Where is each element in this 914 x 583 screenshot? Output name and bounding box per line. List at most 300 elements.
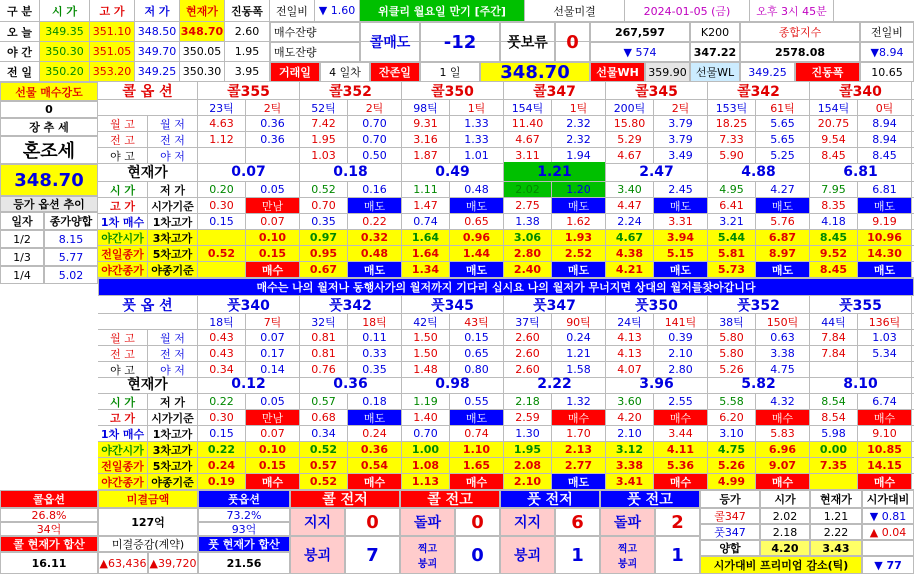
val-a: 0.52: [300, 474, 348, 489]
val-a: 4.13: [606, 330, 654, 345]
val-a: 4.99: [708, 474, 756, 489]
val-b: 2.32: [552, 116, 606, 131]
val-b: 매도: [450, 262, 504, 277]
left-sum: 8.15: [44, 230, 98, 248]
val-a: 4.13: [606, 346, 654, 361]
range-value: 1.95: [225, 42, 270, 61]
sr-r1: 6: [555, 508, 600, 536]
val-a: 2.80: [504, 246, 552, 261]
sr-r2: 붕괴: [500, 536, 555, 574]
val-a: 5.81: [708, 246, 756, 261]
val-a: 20.75: [810, 116, 858, 131]
val-b: 0.39: [654, 330, 708, 345]
val-b: 3.38: [756, 346, 810, 361]
eq-sum-diff: [862, 540, 914, 556]
date-label: 2024-01-05 (금): [625, 0, 750, 21]
oi-change-b: ▲39,720: [148, 552, 198, 574]
strike-header: 풋347: [504, 296, 606, 313]
val-b: 매도: [450, 410, 504, 425]
val-b: 8.94: [858, 132, 912, 147]
val-b: 2.32: [552, 132, 606, 147]
val-b: 0.17: [246, 346, 300, 361]
row-label: 오 늘: [0, 22, 40, 41]
val-a: 1.00: [402, 442, 450, 457]
val-b: 5.15: [654, 246, 708, 261]
tick-b: 141틱: [654, 314, 708, 329]
value-trading-day: 4 일차: [320, 62, 370, 82]
blank: [98, 314, 198, 329]
val-b: 만남: [246, 198, 300, 213]
val-a: 4.95: [708, 182, 756, 197]
sr-header: 콜 전저: [290, 490, 400, 508]
sr-r2: 붕괴: [290, 536, 345, 574]
val-a: 0.52: [198, 246, 246, 261]
strike-header: 풋342: [300, 296, 402, 313]
val-a: 8.35: [810, 198, 858, 213]
val-a: 2.59: [504, 410, 552, 425]
val-b: 2.80: [654, 362, 708, 377]
val-b: 0.14: [246, 362, 300, 377]
oi-change-a: ▲63,436: [98, 552, 148, 574]
val-b: 3.49: [654, 148, 708, 163]
tick-b: 2틱: [246, 100, 300, 115]
sr-r1: 0: [345, 508, 400, 536]
tick-a: 154틱: [504, 100, 552, 115]
val-a: 5.29: [606, 132, 654, 147]
sr-r1: 2: [655, 508, 700, 536]
grid-row: [0, 0, 914, 22]
sr-r1: 지지: [500, 508, 555, 536]
current-price-big: 348.70: [480, 62, 590, 82]
row-label-l: 고 가: [98, 410, 148, 425]
row-label-l: 전일종가: [98, 246, 148, 261]
val-b: 만남: [246, 410, 300, 425]
tick-b: 2틱: [348, 100, 402, 115]
val-b: 2.13: [552, 442, 606, 457]
val-b: 0.65: [450, 214, 504, 229]
label-trading-day: 거래일: [270, 62, 320, 82]
val-a: 2.10: [504, 474, 552, 489]
val-a: 5.26: [708, 362, 756, 377]
oi-amount: 127억: [98, 508, 198, 536]
row-label-r: 3차고가: [148, 442, 198, 457]
val-a: 1.64: [402, 246, 450, 261]
label-gubun: 구 분: [0, 0, 40, 21]
current-price: 2.22: [504, 374, 606, 393]
val-a: 0.97: [300, 230, 348, 245]
val-a: 4.75: [708, 442, 756, 457]
val-b: 매도: [756, 198, 810, 213]
val-a: 1.12: [198, 132, 246, 147]
value-left-price: 348.70: [0, 164, 98, 196]
sr-r2: 0: [455, 536, 500, 574]
val-b: 매수: [756, 410, 810, 425]
val-a: 0.74: [402, 214, 450, 229]
current-price: 4.88: [708, 162, 810, 181]
val-a: 1.64: [402, 230, 450, 245]
val-b: 9.10: [858, 426, 912, 441]
left-date: 일자: [0, 212, 44, 230]
grid-row: [98, 214, 914, 230]
sr-header: 풋 전고: [600, 490, 700, 508]
val-b: 0.15: [450, 330, 504, 345]
tick-a: 200틱: [606, 100, 654, 115]
left-sum: 5.77: [44, 248, 98, 266]
open-value: 350.30: [40, 42, 90, 61]
val-a: 0.22: [198, 442, 246, 457]
val-b: 매수: [756, 474, 810, 489]
val-a: 0.81: [300, 346, 348, 361]
val-b: 0.70: [348, 132, 402, 147]
val-b: 8.97: [756, 246, 810, 261]
val-b: 5.25: [756, 148, 810, 163]
current-price: 6.81: [810, 162, 912, 181]
val-b: 매도: [348, 410, 402, 425]
lab-r: 전 저: [148, 346, 198, 361]
eq-sum: 양합: [700, 540, 760, 556]
val-a: 7.84: [810, 346, 858, 361]
val-b: 0.70: [348, 116, 402, 131]
sr-r1: 0: [455, 508, 500, 536]
val-a: 1.13: [402, 474, 450, 489]
val-a: 2.60: [504, 330, 552, 345]
eq-call-open: 2.02: [760, 508, 810, 524]
val-b: 매수: [858, 474, 912, 489]
val-a: 0.70: [402, 426, 450, 441]
eq-call-diff: ▼ 0.81: [862, 508, 914, 524]
strike-header: 콜340: [810, 82, 912, 99]
val-b: 4.27: [756, 182, 810, 197]
grid-row: [98, 296, 914, 314]
val-b: 매수: [552, 410, 606, 425]
val-a: 1.50: [402, 346, 450, 361]
value-wl: 349.25: [740, 62, 795, 82]
eq-call: 콜347: [700, 508, 760, 524]
current-price: 5.82: [708, 374, 810, 393]
val-a: 15.80: [606, 116, 654, 131]
row-label-r: 5차고가: [148, 246, 198, 261]
eq-call-cur: 1.21: [810, 508, 862, 524]
val-b: 9.07: [756, 458, 810, 473]
current-value: 350.30: [180, 62, 225, 81]
val-b: 3.31: [654, 214, 708, 229]
tick-a: 38틱: [708, 314, 756, 329]
val-b: 매수: [654, 410, 708, 425]
val-a: 1.30: [504, 426, 552, 441]
val-b: 3.79: [654, 116, 708, 131]
val-a: 0.15: [198, 214, 246, 229]
val-a: 1.08: [402, 458, 450, 473]
strike-header: 콜350: [402, 82, 504, 99]
label-bid-qty: 매수잔량: [270, 22, 360, 42]
row-label-r: 1차고가: [148, 426, 198, 441]
sr-header: 풋 전저: [500, 490, 600, 508]
val-a: 3.38: [606, 458, 654, 473]
val-a: 5.26: [708, 458, 756, 473]
grid-row: [98, 82, 914, 100]
open-value: 349.35: [40, 22, 90, 41]
tick-b: 90틱: [552, 314, 606, 329]
val-a: 5.98: [810, 426, 858, 441]
val-b: 1.65: [450, 458, 504, 473]
grid-row: [98, 198, 914, 214]
val-b: 1.70: [552, 426, 606, 441]
eq-header: 시가: [760, 490, 810, 508]
label-vib: 진동폭: [795, 62, 860, 82]
tick-b: 2틱: [654, 100, 708, 115]
val-a: 0.20: [198, 182, 246, 197]
row-label-r: 시가기준: [148, 410, 198, 425]
high-value: 351.10: [90, 22, 135, 41]
tick-b: 61틱: [756, 100, 810, 115]
val-b: 0.74: [450, 426, 504, 441]
val-b: 매도: [858, 262, 912, 277]
val-a: 3.11: [504, 148, 552, 163]
row-label-r: 저 가: [148, 394, 198, 409]
tick-b: 150틱: [756, 314, 810, 329]
val-a: 4.07: [606, 362, 654, 377]
premium-decrease: ▼ 77: [862, 556, 914, 574]
val-b: 2.10: [654, 346, 708, 361]
val-a: 5.90: [708, 148, 756, 163]
val-b: 매도: [654, 262, 708, 277]
val-a: 1.47: [402, 198, 450, 213]
val-b: 9.19: [858, 214, 912, 229]
label-current: 현재가: [98, 374, 198, 393]
left-date: 1/4: [0, 266, 44, 284]
label-prevdiff2: 전일비: [860, 22, 914, 42]
val-a: 3.21: [708, 214, 756, 229]
val-b: 3.44: [654, 426, 708, 441]
val-a: 11.40: [504, 116, 552, 131]
val-b: 매도: [450, 198, 504, 213]
col-low: 저 가: [135, 0, 180, 21]
val-b: 6.96: [756, 442, 810, 457]
range-value: 3.95: [225, 62, 270, 81]
val-a: 7.95: [810, 182, 858, 197]
val-a: 8.54: [810, 410, 858, 425]
val-a: 4.38: [606, 246, 654, 261]
val-a: [198, 148, 246, 163]
value-remaining: 1 일: [420, 62, 480, 82]
val-b: 0.10: [246, 442, 300, 457]
val-a: 0.57: [300, 458, 348, 473]
row-label-r: 3차고가: [148, 230, 198, 245]
grid-row: [98, 374, 914, 394]
label-ask-qty: 매도잔량: [270, 42, 360, 62]
val-b: 6.74: [858, 394, 912, 409]
current-price: 0.12: [198, 374, 300, 393]
low-value: 349.70: [135, 42, 180, 61]
current-price: 0.07: [198, 162, 300, 181]
current-price: 2.47: [606, 162, 708, 181]
val-b: 매도: [348, 262, 402, 277]
grid-row: [98, 314, 914, 330]
val-a: 4.67: [606, 230, 654, 245]
grid-row: [98, 100, 914, 116]
val-b: 매수: [348, 474, 402, 489]
val-b: 0.05: [246, 394, 300, 409]
label-k200: K200: [690, 22, 740, 42]
grid-row: [98, 162, 914, 182]
val-b: 매수: [246, 262, 300, 277]
grid-row: [98, 442, 914, 458]
val-b: 0.55: [450, 394, 504, 409]
row-label-l: 야간시가: [98, 230, 148, 245]
val-a: 0.35: [300, 214, 348, 229]
eq-sum-cur: 3.43: [810, 540, 862, 556]
label-call-option: 콜옵션: [0, 490, 98, 508]
val-a: 7.35: [810, 458, 858, 473]
tick-a: 37틱: [504, 314, 552, 329]
row-label-l: 고 가: [98, 198, 148, 213]
val-a: 3.12: [606, 442, 654, 457]
val-a: 2.75: [504, 198, 552, 213]
col-open: 시 가: [40, 0, 90, 21]
label-remaining: 잔존일: [370, 62, 420, 82]
val-a: 0.34: [300, 426, 348, 441]
section-title: 콜 옵 션: [98, 82, 198, 99]
value-call-sell: -12: [420, 22, 500, 62]
val-a: 4.63: [198, 116, 246, 131]
val-b: 3.94: [654, 230, 708, 245]
val-a: 0.30: [198, 198, 246, 213]
val-b: 5.36: [654, 458, 708, 473]
put-sum: 21.56: [198, 552, 290, 574]
strike-header: 콜345: [606, 82, 708, 99]
val-b: 10.85: [858, 442, 912, 457]
val-b: [246, 148, 300, 163]
col-range: 진동폭: [225, 0, 270, 21]
val-a: 8.45: [810, 148, 858, 163]
val-b: 0.63: [756, 330, 810, 345]
val-b: 6.81: [858, 182, 912, 197]
val-b: 2.55: [654, 394, 708, 409]
val-b: 0.15: [246, 246, 300, 261]
sr-header: 콜 전고: [400, 490, 500, 508]
val-a: 8.45: [810, 262, 858, 277]
val-a: 2.10: [606, 426, 654, 441]
val-b: 0.36: [246, 116, 300, 131]
val-b: 3.79: [654, 132, 708, 147]
val-a: 0.52: [300, 442, 348, 457]
val-a: 0.22: [198, 394, 246, 409]
strike-header: 콜352: [300, 82, 402, 99]
val-b: 8.94: [858, 116, 912, 131]
val-a: 0.70: [300, 198, 348, 213]
val-a: 1.34: [402, 262, 450, 277]
row-label-r: 5차고가: [148, 458, 198, 473]
val-a: 1.50: [402, 330, 450, 345]
val-b: 1.20: [552, 182, 606, 197]
row-label: 야 간: [0, 42, 40, 61]
val-b: 매도: [858, 198, 912, 213]
val-a: 0.81: [300, 330, 348, 345]
val-a: 1.95: [504, 442, 552, 457]
val-b: 0.07: [246, 214, 300, 229]
val-a: 4.47: [606, 198, 654, 213]
val-b: 2.52: [552, 246, 606, 261]
left-date: 1/2: [0, 230, 44, 248]
row-label-r: 1차고가: [148, 214, 198, 229]
label-wl: 선물WL: [690, 62, 740, 82]
label-call-sum: 콜 현재가 합산: [0, 536, 98, 552]
lab-l: 야 고: [98, 362, 148, 377]
val-a: 4.20: [606, 410, 654, 425]
val-b: 1.21: [552, 346, 606, 361]
val-a: 4.21: [606, 262, 654, 277]
grid-row: [98, 330, 914, 346]
lab-r: 월 저: [148, 330, 198, 345]
label-current: 현재가: [98, 162, 198, 181]
value-wh: 359.90: [645, 62, 690, 82]
row-label-r: 저 가: [148, 182, 198, 197]
value-trend: 혼조세: [0, 136, 98, 164]
val-a: 4.67: [606, 148, 654, 163]
val-b: 매도: [552, 262, 606, 277]
val-a: 6.20: [708, 410, 756, 425]
val-b: 4.75: [756, 362, 810, 377]
row-label-l: 시 가: [98, 182, 148, 197]
sr-r2: 찍고 붕괴: [400, 536, 455, 574]
grid-row: [98, 426, 914, 442]
current-price: 8.10: [810, 374, 912, 393]
val-b: 매수: [246, 474, 300, 489]
val-a: 5.80: [708, 330, 756, 345]
val-a: 7.84: [810, 330, 858, 345]
time-label: 오후 3시 45분: [750, 0, 834, 21]
row-label: 전 일: [0, 62, 40, 81]
value-oi-change: ▼ 574: [590, 42, 690, 62]
val-b: 2.45: [654, 182, 708, 197]
val-a: 2.40: [504, 262, 552, 277]
left-date: 1/3: [0, 248, 44, 266]
lab-r: 야 저: [148, 148, 198, 163]
grid-row: [98, 410, 914, 426]
eq-put-diff: ▲ 0.04: [862, 524, 914, 540]
val-b: 5.65: [756, 116, 810, 131]
blank: [98, 100, 198, 115]
val-a: [198, 262, 246, 277]
grid-row: [98, 182, 914, 198]
val-a: 1.19: [402, 394, 450, 409]
row-label-l: 전일종가: [98, 458, 148, 473]
val-a: 3.16: [402, 132, 450, 147]
label-put-sum: 풋 현재가 합산: [198, 536, 290, 552]
val-b: 매도: [756, 262, 810, 277]
grid-row: [98, 262, 914, 278]
value-prevdiff2: ▼8.94: [860, 42, 914, 62]
val-b: 1.94: [552, 148, 606, 163]
high-value: 353.20: [90, 62, 135, 81]
strike-header: 풋355: [810, 296, 912, 313]
val-a: 7.42: [300, 116, 348, 131]
val-a: 8.54: [810, 394, 858, 409]
val-a: 1.03: [300, 148, 348, 163]
info-banner: 매수는 나의 월저나 동행사가의 월저까지 기다리 십시요 나의 월저가 무너지면 상대의 월저를찾아갑니다: [98, 278, 914, 296]
put-amount: 93억: [198, 522, 290, 536]
val-b: 1.03: [858, 330, 912, 345]
col-current: 현재가: [180, 0, 225, 21]
val-b: 0.96: [450, 230, 504, 245]
left-sum: 종가양합: [44, 212, 98, 230]
tick-a: 23틱: [198, 100, 246, 115]
sr-r2: 1: [655, 536, 700, 574]
strike-header: 풋350: [606, 296, 708, 313]
label-oi-change: 미결증감(계약): [98, 536, 198, 552]
grid-row: [98, 246, 914, 262]
current-price: 0.49: [402, 162, 504, 181]
